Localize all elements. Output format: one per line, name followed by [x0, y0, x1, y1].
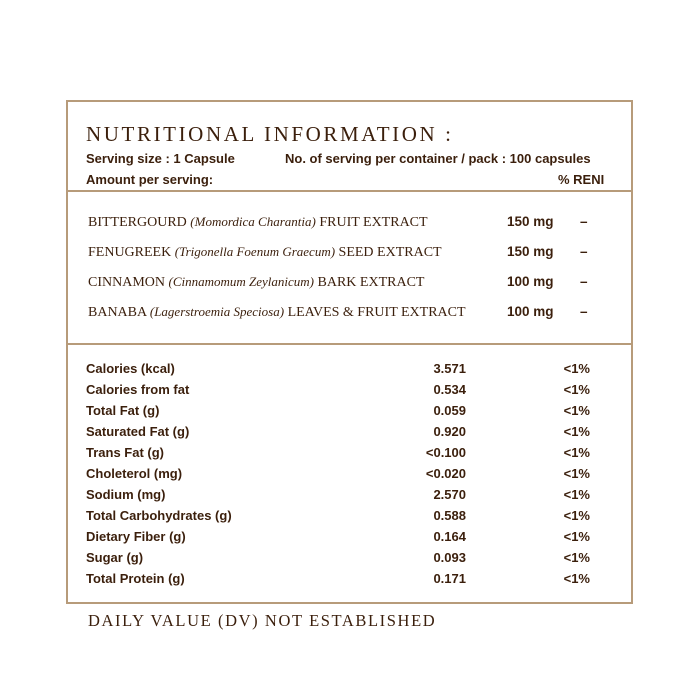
nutrient-percent: <1%: [563, 529, 590, 544]
ingredient-dose: 150 mg: [507, 244, 554, 259]
ingredient-part: FRUIT EXTRACT: [319, 215, 428, 230]
nutrient-amount: 0.920: [433, 424, 466, 439]
nutrient-amount: <0.100: [425, 445, 466, 460]
nutrient-row: [0, 487, 700, 507]
ingredient-name: BANABA: [88, 305, 147, 320]
nutrient-row: [0, 445, 700, 465]
nutrient-percent: <1%: [563, 403, 590, 418]
nutrient-amount: 0.588: [433, 508, 466, 523]
nutrient-row: [0, 529, 700, 549]
ingredient-reni: –: [580, 244, 588, 259]
daily-value-note: DAILY VALUE (DV) NOT ESTABLISHED: [88, 611, 437, 630]
nutrient-label: Calories from fat: [86, 382, 190, 397]
header-divider: [66, 190, 633, 192]
ingredient-latin: (Lagerstroemia Speciosa): [149, 304, 285, 319]
nutrient-row: [0, 424, 700, 444]
nutrient-label: Total Fat (g): [86, 403, 160, 418]
nutrient-amount: <0.020: [425, 466, 466, 481]
nutrient-label: Dietary Fiber (g): [86, 529, 186, 544]
nutrient-row: [0, 361, 700, 381]
nutrient-row: [0, 466, 700, 486]
nutrient-percent: <1%: [563, 382, 590, 397]
ingredient-latin: (Cinnamomum Zeylanicum): [168, 274, 315, 289]
nutrient-percent: <1%: [563, 550, 590, 565]
nutrient-percent: <1%: [563, 508, 590, 523]
ingredient-row: [88, 274, 424, 291]
ingredient-name: FENUGREEK: [88, 245, 172, 260]
nutrient-label: Total Protein (g): [86, 571, 185, 586]
ingredient-name: CINNAMON: [88, 275, 165, 290]
nutrient-amount: 0.171: [433, 571, 466, 586]
nutrient-amount: 0.093: [433, 550, 466, 565]
nutrient-label: Sodium (mg): [86, 487, 166, 502]
ingredient-name: BITTERGOURD: [88, 215, 187, 230]
nutrient-amount: 0.534: [433, 382, 466, 397]
ingredient-dose: 150 mg: [507, 214, 554, 229]
nutrient-percent: <1%: [563, 466, 590, 481]
reni-header: % RENI: [558, 172, 605, 187]
ingredients-divider: [66, 343, 633, 345]
ingredient-latin: (Momordica Charantia): [190, 214, 316, 229]
ingredient-part: LEAVES & FRUIT EXTRACT: [287, 305, 466, 320]
ingredient-row: [88, 244, 442, 261]
nutrient-label: Calories (kcal): [86, 361, 175, 376]
nutrient-percent: <1%: [563, 424, 590, 439]
ingredient-row: [88, 304, 466, 321]
nutrient-label: Sugar (g): [86, 550, 144, 565]
ingredient-latin: (Trigonella Foenum Graecum): [174, 244, 336, 259]
nutrient-amount: 3.571: [433, 361, 466, 376]
ingredient-part: SEED EXTRACT: [338, 245, 442, 260]
nutrient-label: Choleterol (mg): [86, 466, 183, 481]
nutrient-percent: <1%: [563, 445, 590, 460]
ingredient-part: BARK EXTRACT: [317, 275, 425, 290]
nutrient-label: Saturated Fat (g): [86, 424, 190, 439]
nutrient-percent: <1%: [563, 361, 590, 376]
ingredient-reni: –: [580, 274, 588, 289]
nutrient-label: Trans Fat (g): [86, 445, 165, 460]
ingredient-dose: 100 mg: [507, 304, 554, 319]
nutrient-row: [0, 571, 700, 591]
nutrient-amount: 2.570: [433, 487, 466, 502]
ingredient-row: [88, 214, 428, 231]
nutrient-amount: 0.164: [433, 529, 466, 544]
serving-size: Serving size : 1 Capsule: [86, 151, 235, 166]
nutrient-row: [0, 382, 700, 402]
nutrient-percent: <1%: [563, 571, 590, 586]
nutrient-percent: <1%: [563, 487, 590, 502]
servings-per-container: No. of serving per container / pack : 100 capsules: [285, 151, 591, 166]
page-title: NUTRITIONAL INFORMATION :: [86, 122, 454, 146]
nutrient-amount: 0.059: [433, 403, 466, 418]
nutrient-label: Total Carbohydrates (g): [86, 508, 232, 523]
ingredient-reni: –: [580, 304, 588, 319]
ingredient-reni: –: [580, 214, 588, 229]
ingredient-dose: 100 mg: [507, 274, 554, 289]
nutrient-row: [0, 550, 700, 570]
amount-per-serving: Amount per serving:: [86, 172, 214, 187]
nutrient-row: [0, 403, 700, 423]
nutrient-row: [0, 508, 700, 528]
